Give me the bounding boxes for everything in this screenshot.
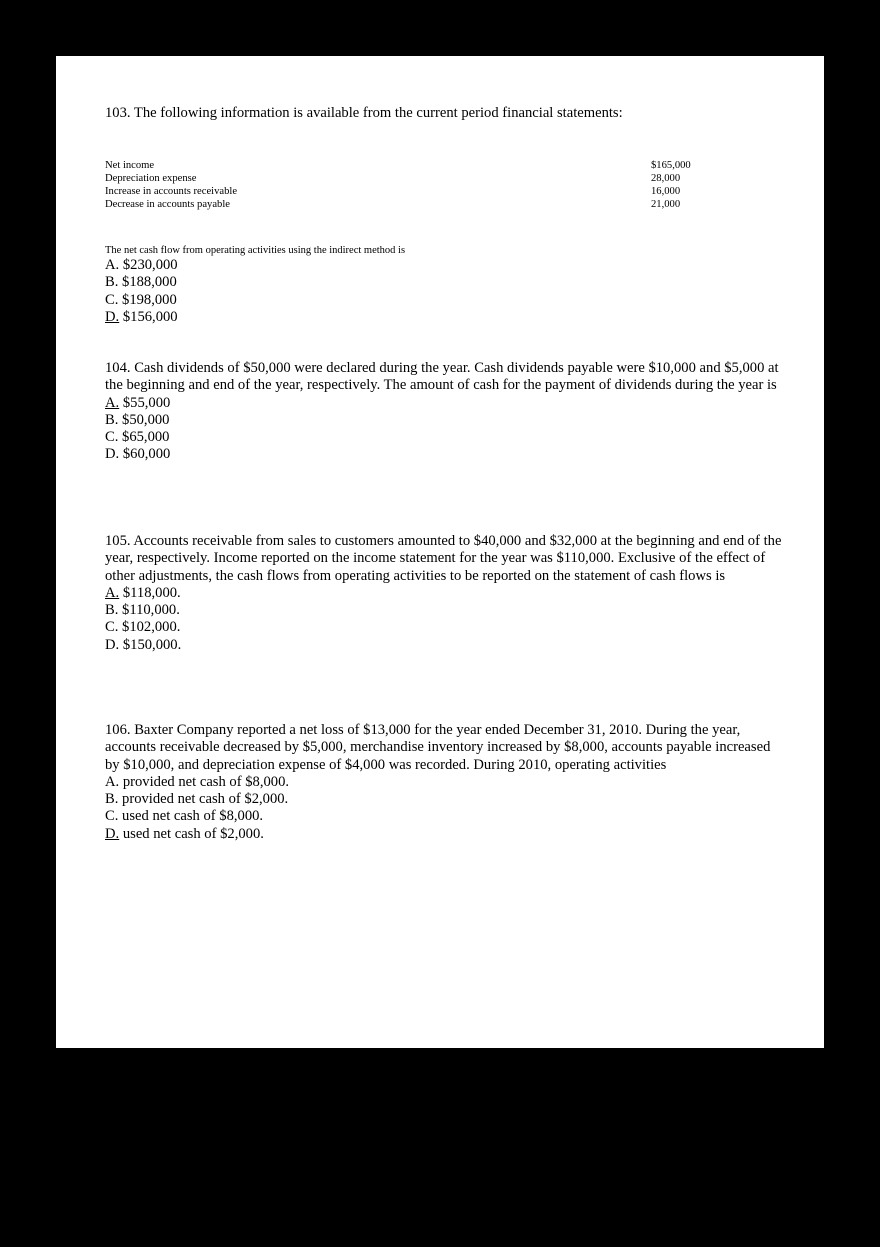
option-letter: C. xyxy=(105,429,119,446)
option-text: used net cash of $2,000. xyxy=(119,825,264,842)
row-label: Net income xyxy=(105,160,155,171)
option-b xyxy=(105,274,785,291)
option-d-correct xyxy=(105,826,785,843)
option-letter: C. xyxy=(105,808,119,825)
option-text: $150,000. xyxy=(119,636,182,653)
question-106-stem: 106. Baxter Company reported a net loss of $13,000 for the year ended December 31, 2010. During the year, accounts receivable decreased by $5,000, merchandise inventory increased by $8,000, accounts payable increased by $10,000, and depreciation expense of $4,000 was recorded. During 2010, operating activities xyxy=(105,722,771,773)
table-row xyxy=(105,185,725,198)
option-text: $198,000 xyxy=(118,291,177,308)
option-text: $118,000. xyxy=(119,584,181,601)
option-letter: A. xyxy=(105,773,120,790)
option-letter: D. xyxy=(105,636,120,653)
option-letter: C. xyxy=(105,619,119,636)
option-letter-correct: A. xyxy=(105,584,120,601)
option-text: $110,000. xyxy=(118,602,180,619)
option-text: $50,000 xyxy=(118,411,170,428)
table-row xyxy=(105,172,725,185)
option-c xyxy=(105,429,785,446)
option-c xyxy=(105,292,785,309)
option-a-correct xyxy=(105,395,785,412)
row-label: Depreciation expense xyxy=(105,173,197,184)
option-letter: D. xyxy=(105,446,120,463)
question-105-stem: 105. Accounts receivable from sales to customers amounted to $40,000 and $32,000 at the beginning and end of the year, respectively. Income reported on the income statement for the year was $110,000. Exclusive of the effect of other adjustments, the cash flows from operating activities to be reported on the statement of cash flows is xyxy=(105,533,782,584)
question-103 xyxy=(105,105,785,122)
row-value: 21,000 xyxy=(651,199,681,210)
question-103-prompt: The net cash flow from operating activities using the indirect method is xyxy=(105,245,406,256)
table-row xyxy=(105,198,725,211)
option-d xyxy=(105,637,785,654)
question-103-stem: 103. The following information is available from the current period financial statements: xyxy=(105,105,623,121)
option-a-correct xyxy=(105,585,785,602)
question-104 xyxy=(105,360,785,464)
question-103-data-table xyxy=(105,159,725,211)
row-value: 16,000 xyxy=(651,186,681,197)
option-a xyxy=(105,774,785,791)
option-letter: B. xyxy=(105,411,119,428)
row-label: Increase in accounts receivable xyxy=(105,186,238,197)
option-text: $55,000 xyxy=(119,394,171,411)
question-105 xyxy=(105,533,785,654)
option-text: $60,000 xyxy=(119,446,171,463)
option-c xyxy=(105,619,785,636)
table-row xyxy=(105,159,725,172)
option-letter-correct: D. xyxy=(105,308,120,325)
option-text: $188,000 xyxy=(118,274,177,291)
option-d-correct xyxy=(105,309,785,326)
option-text: $65,000 xyxy=(118,429,170,446)
option-text: $102,000. xyxy=(118,619,181,636)
question-103-answers xyxy=(105,244,785,326)
option-letter: A. xyxy=(105,257,120,273)
option-letter-correct: A. xyxy=(105,394,120,411)
option-text: provided net cash of $8,000. xyxy=(119,773,290,790)
row-value: 28,000 xyxy=(651,173,681,184)
option-b xyxy=(105,791,785,808)
option-a xyxy=(105,257,785,274)
option-letter-correct: D. xyxy=(105,825,120,842)
option-text: $156,000 xyxy=(119,308,178,325)
document-page xyxy=(56,56,824,1048)
option-text: provided net cash of $2,000. xyxy=(118,791,289,808)
row-label: Decrease in accounts payable xyxy=(105,199,230,210)
option-d xyxy=(105,446,785,463)
option-letter: B. xyxy=(105,274,119,291)
option-letter: C. xyxy=(105,291,119,308)
option-b xyxy=(105,412,785,429)
option-b xyxy=(105,602,785,619)
option-letter: B. xyxy=(105,791,119,808)
question-104-stem: 104. Cash dividends of $50,000 were declared during the year. Cash dividends payable were $10,000 and $5,000 at the beginning and end of the year, respectively. The amount of cash for the payment of dividends during the year is xyxy=(105,360,779,394)
question-106 xyxy=(105,722,785,843)
row-value: $165,000 xyxy=(651,160,691,171)
option-c xyxy=(105,808,785,825)
option-text: used net cash of $8,000. xyxy=(118,808,264,825)
option-text: $230,000 xyxy=(119,257,178,273)
option-letter: B. xyxy=(105,602,119,619)
